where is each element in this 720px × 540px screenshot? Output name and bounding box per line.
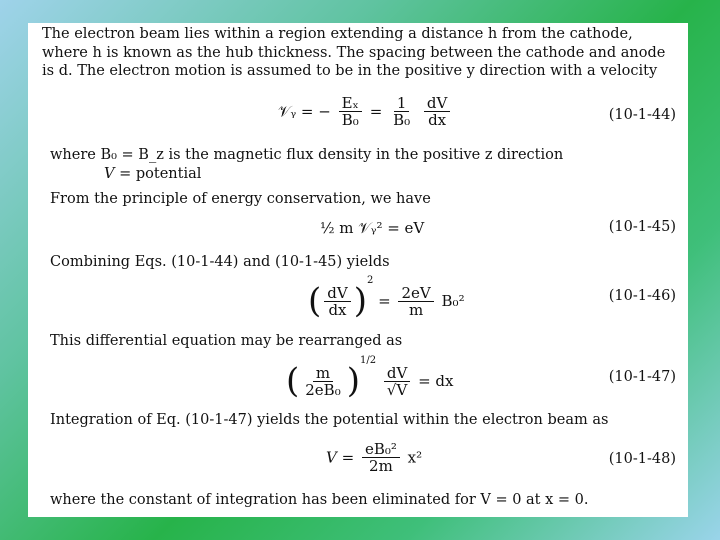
eq46-frac1-num: dV <box>324 285 350 302</box>
eq44-frac3-den: dx <box>428 111 447 129</box>
eq47-frac1-den: 2eB₀ <box>305 380 341 399</box>
equation-number-44: (10-1-44) <box>608 107 676 123</box>
eq44-frac3-num: dV <box>424 95 450 112</box>
eq44-frac1 <box>339 95 362 128</box>
eq48-lhs: V = <box>326 448 355 467</box>
equation-10-1-45: ½ m 𝒱ᵧ² = eV <box>320 219 425 237</box>
equation-10-1-44 <box>278 95 453 128</box>
paragraph-constant: where the constant of integration has been eliminated for V = 0 at x = 0. <box>50 492 589 508</box>
paragraph-intro: The electron beam lies within a region extending a distance h from the cathode, where h is known as the hub thickness. The spacing between the cathode and anode is d. The electron motion is assumed to be in the positive y direction with a velocity <box>42 26 666 79</box>
eq47-frac1-num: m <box>313 365 333 382</box>
eq48-frac1-den: 2m <box>369 457 393 475</box>
eq47-frac2-num: dV <box>384 365 410 382</box>
paragraph-rearranged: This differential equation may be rearranged as <box>50 333 403 349</box>
equation-number-47: (10-1-47) <box>608 369 676 385</box>
eq44-frac2-num: 1 <box>394 95 410 112</box>
where-potential-symbol: V <box>104 166 115 182</box>
eq44-frac3 <box>424 95 450 128</box>
eq47-frac2-den: √V <box>386 380 408 399</box>
eq44-frac2 <box>390 95 413 128</box>
equation-10-1-47: ( $\frac{m}{\text{2eB₀}}$ )$^{1/2}$ $\frac{dV}{√V}$ = dx <box>286 355 454 401</box>
eq44-frac1-den: B₀ <box>341 111 359 129</box>
eq46-frac2 <box>398 285 433 318</box>
eq44-equals: = <box>369 102 383 121</box>
eq47-frac2 <box>384 365 410 398</box>
eq47-frac1 <box>302 365 343 398</box>
equation-number-46: (10-1-46) <box>608 288 676 304</box>
eq47-power: 1/2 <box>360 355 377 366</box>
eq46-equals: = <box>378 292 391 310</box>
eq44-frac2-den: B₀ <box>393 111 411 129</box>
document-page <box>28 23 688 517</box>
eq46-frac1-den: dx <box>328 300 347 319</box>
equation-10-1-46: ( $\frac{dV}{dx}$ )$^2$ = $\frac{2eV}{m}$ B₀² <box>308 275 465 321</box>
eq48-frac1-num: eB₀² <box>362 441 400 458</box>
where-potential-text: = potential <box>119 166 202 182</box>
equation-10-1-48 <box>326 441 422 474</box>
where-flux-density: where B₀ = B_z is the magnetic flux density in the positive z direction <box>50 147 564 163</box>
equation-number-48: (10-1-48) <box>608 451 676 467</box>
paragraph-energy-conservation: From the principle of energy conservation, we have <box>50 191 431 207</box>
eq44-frac1-num: Eₓ <box>339 95 362 112</box>
eq47-rhs: = dx <box>418 372 454 390</box>
eq46-power: 2 <box>366 275 374 286</box>
where-potential <box>104 166 201 182</box>
eq46-rhs: B₀² <box>441 292 465 310</box>
eq46-frac1 <box>324 285 350 318</box>
eq48-rhs: x² <box>407 448 423 467</box>
eq44-lhs: 𝒱ᵧ = − <box>278 102 331 121</box>
paragraph-integration: Integration of Eq. (10-1-47) yields the potential within the electron beam as <box>50 412 609 428</box>
eq48-frac1 <box>362 441 400 474</box>
equation-number-45: (10-1-45) <box>608 219 676 235</box>
eq46-frac2-num: 2eV <box>398 285 433 302</box>
paragraph-combining: Combining Eqs. (10-1-44) and (10-1-45) yields <box>50 254 390 270</box>
eq46-frac2-den: m <box>409 300 424 319</box>
